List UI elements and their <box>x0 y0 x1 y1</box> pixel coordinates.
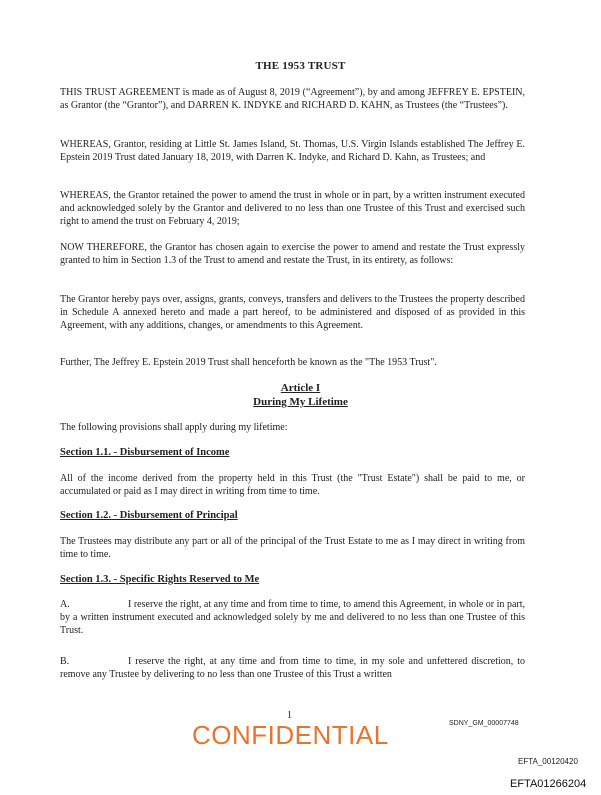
confidential-stamp: CONFIDENTIAL <box>192 720 389 750</box>
list-item <box>60 598 525 638</box>
paragraph-whereas-1: WHEREAS, Grantor, residing at Little St. James Island, St. Thomas, U.S. Virgin Islands established The Jeffrey E. Epstein 2019 Trust dated January 18, 2019, with Darren K. Indyke, and Richard D. Kahn, as Trustees; and <box>60 139 525 164</box>
section-text: All of the income derived from the property held in this Trust (the "Trust Estate") shall be paid to me, or accumulated or paid as I may direct in writing from time to time. <box>60 473 525 498</box>
page-number: 1 <box>287 710 292 721</box>
section-text: The Trustees may distribute any part or all of the principal of the Trust Estate to me as I may direct in writing from time to time. <box>60 536 525 561</box>
list-item <box>60 655 525 681</box>
paragraph-grant: The Grantor hereby pays over, assigns, grants, conveys, transfers and delivers to the Trustees the property described in Schedule A annexed hereto and made a part hereof, to be administered and disposed of as provided in this Agreement, with any additions, changes, or amendments to this Agreement. <box>60 294 525 332</box>
article-heading: During My Lifetime <box>253 396 348 408</box>
section-heading: Section 1.3. - Specific Rights Reserved to Me <box>60 574 260 585</box>
document-title: THE 1953 TRUST <box>255 60 346 72</box>
paragraph-whereas-2: WHEREAS, the Grantor retained the power to amend the trust in whole or in part, by a written instrument executed and acknowledged solely by the Grantor and delivered to no less than one Trustee of this Trust and exercised such right to amend the trust on February 4, 2019; <box>60 190 525 228</box>
paragraph-further: Further, The Jeffrey E. Epstein 2019 Trust shall henceforth be known as the "The 1953 Trust". <box>60 357 437 368</box>
efta-number-large: EFTA01266204 <box>510 778 587 790</box>
item-label: B. <box>60 656 70 667</box>
paragraph-agreement: THIS TRUST AGREEMENT is made as of August 8, 2019 (“Agreement”), by and among JEFFREY E. EPSTEIN, as Grantor (the “Grantor”), and DARREN K. INDYKE and RICHARD D. KAHN, as Trustees (the “Trustees”). <box>60 87 525 112</box>
item-label: A. <box>60 599 70 610</box>
section-heading: Section 1.2. - Disbursement of Principal <box>60 510 238 521</box>
item-text: I reserve the right, at any time and from time to time, in my sole and unfettered discretion, to remove any Trustee by delivering to no less than one Trustee of this Trust a written <box>60 656 525 681</box>
article-number: Article I <box>280 382 321 394</box>
bates-number: SDNY_GM_00007748 <box>449 720 519 727</box>
paragraph-now-therefore: NOW THEREFORE, the Grantor has chosen again to exercise the power to amend and restate the Trust expressly granted to him in Section 1.3 of the Trust to amend and restate the Trust, in its entirety, as follows: <box>60 242 525 267</box>
section-heading: Section 1.1. - Disbursement of Income <box>60 447 230 458</box>
item-text: I reserve the right, at any time and from time to time, to amend this Agreement, in whole or in part, by a written instrument executed and acknowledged solely by me and delivered to no less than one Trustee of this Trust. <box>60 599 525 637</box>
article-intro: The following provisions shall apply during my lifetime: <box>60 422 288 433</box>
efta-number-small: EFTA_00120420 <box>518 757 578 766</box>
